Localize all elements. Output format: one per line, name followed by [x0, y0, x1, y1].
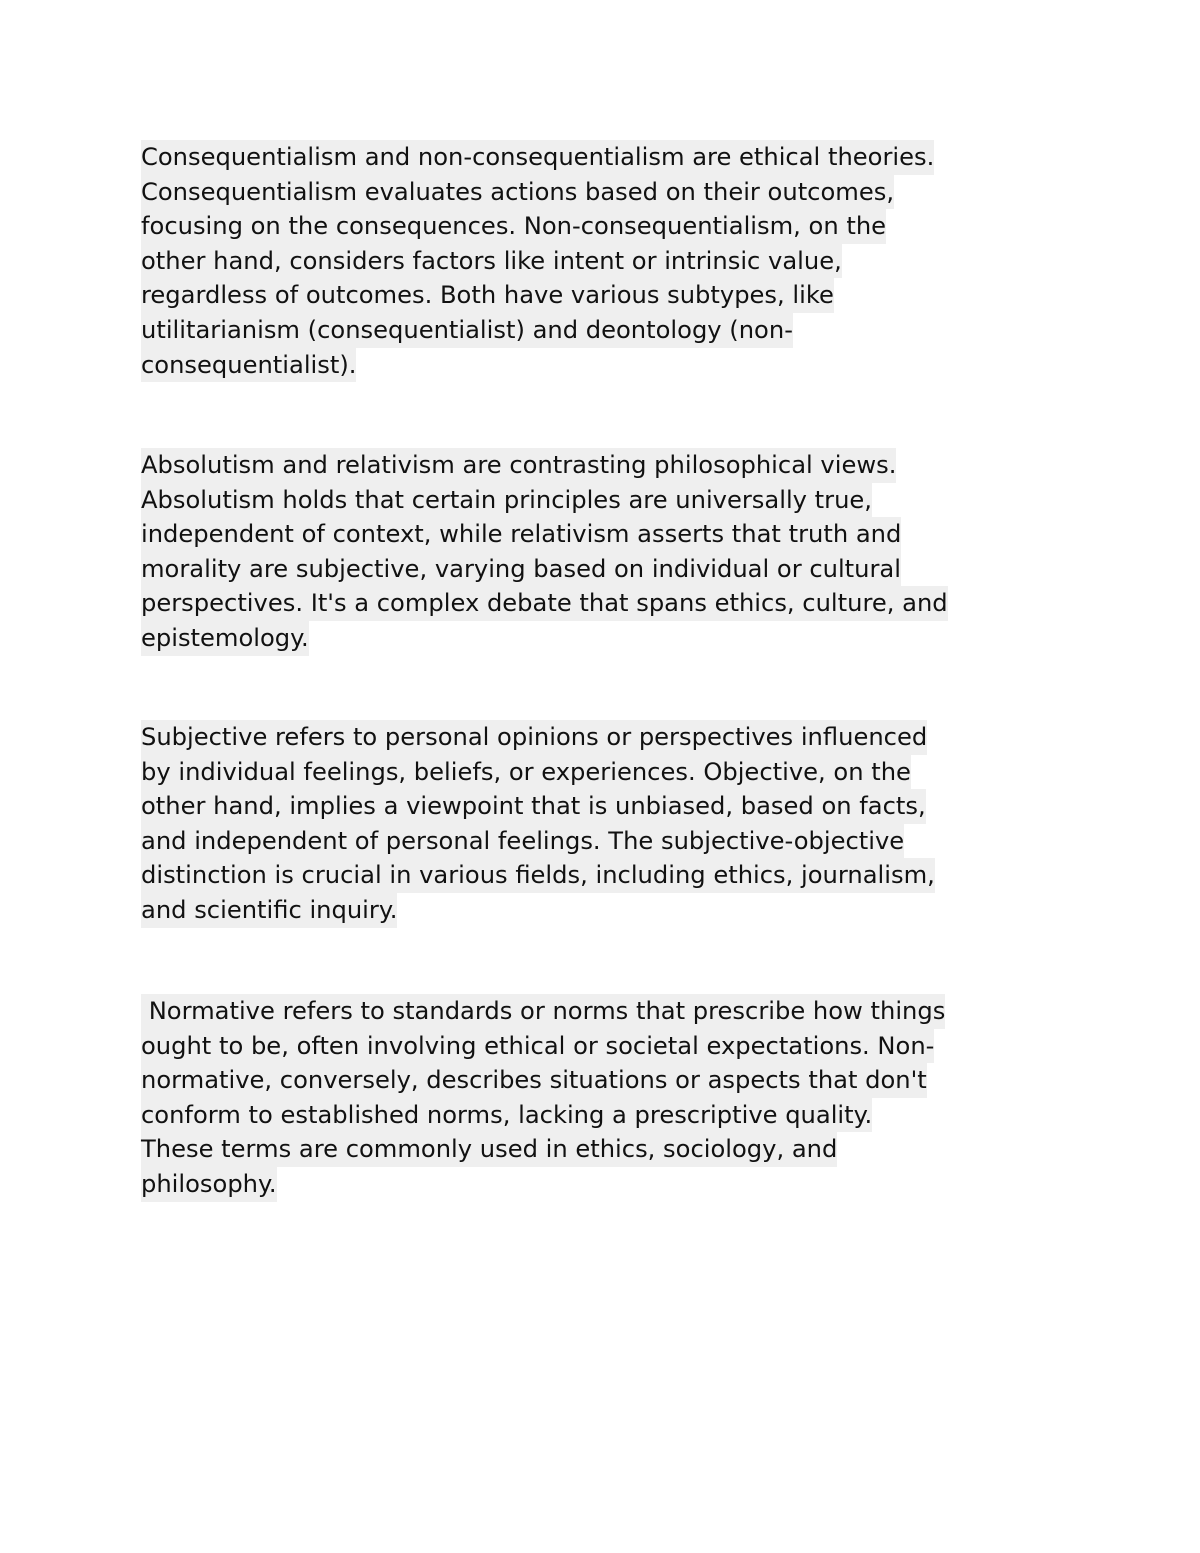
paragraph-line: epistemology. — [141, 621, 309, 656]
paragraph-line: other hand, implies a viewpoint that is unbiased, based on facts, — [141, 789, 926, 824]
paragraph-line: Absolutism and relativism are contrasting philosophical views. — [141, 448, 896, 483]
paragraph-line: independent of context, while relativism asserts that truth and — [141, 517, 901, 552]
paragraph-absolutism — [141, 448, 1071, 656]
paragraph-line: distinction is crucial in various fields, including ethics, journalism, — [141, 858, 935, 893]
paragraph-line: perspectives. It's a complex debate that spans ethics, culture, and — [141, 586, 948, 621]
paragraph-line: and independent of personal feelings. The subjective-objective — [141, 824, 904, 859]
paragraph-line: normative, conversely, describes situations or aspects that don't — [141, 1063, 927, 1098]
paragraph-line: focusing on the consequences. Non-consequentialism, on the — [141, 209, 886, 244]
paragraph-line: These terms are commonly used in ethics, sociology, and — [141, 1132, 837, 1167]
paragraph-line: ought to be, often involving ethical or societal expectations. Non- — [141, 1029, 934, 1064]
paragraph-line: morality are subjective, varying based on individual or cultural — [141, 552, 901, 587]
paragraph-line: by individual feelings, beliefs, or experiences. Objective, on the — [141, 755, 911, 790]
paragraph-line: other hand, considers factors like intent or intrinsic value, — [141, 244, 842, 279]
paragraph-line: Normative refers to standards or norms that prescribe how things — [141, 994, 945, 1029]
paragraph-line: and scientific inquiry. — [141, 893, 397, 928]
paragraph-consequentialism — [141, 140, 1071, 382]
paragraph-line: Subjective refers to personal opinions or perspectives influenced — [141, 720, 927, 755]
paragraph-subjective — [141, 720, 1071, 928]
paragraph-line: Consequentialism and non-consequentialism are ethical theories. — [141, 140, 934, 175]
paragraph-line: regardless of outcomes. Both have various subtypes, like — [141, 278, 834, 313]
paragraph-line: consequentialist). — [141, 348, 356, 383]
paragraph-line: Absolutism holds that certain principles are universally true, — [141, 483, 872, 518]
paragraph-normative — [141, 994, 1071, 1202]
paragraph-line: utilitarianism (consequentialist) and deontology (non- — [141, 313, 793, 348]
paragraph-line: conform to established norms, lacking a prescriptive quality. — [141, 1098, 872, 1133]
paragraph-line: Consequentialism evaluates actions based on their outcomes, — [141, 175, 894, 210]
paragraph-line: philosophy. — [141, 1167, 277, 1202]
